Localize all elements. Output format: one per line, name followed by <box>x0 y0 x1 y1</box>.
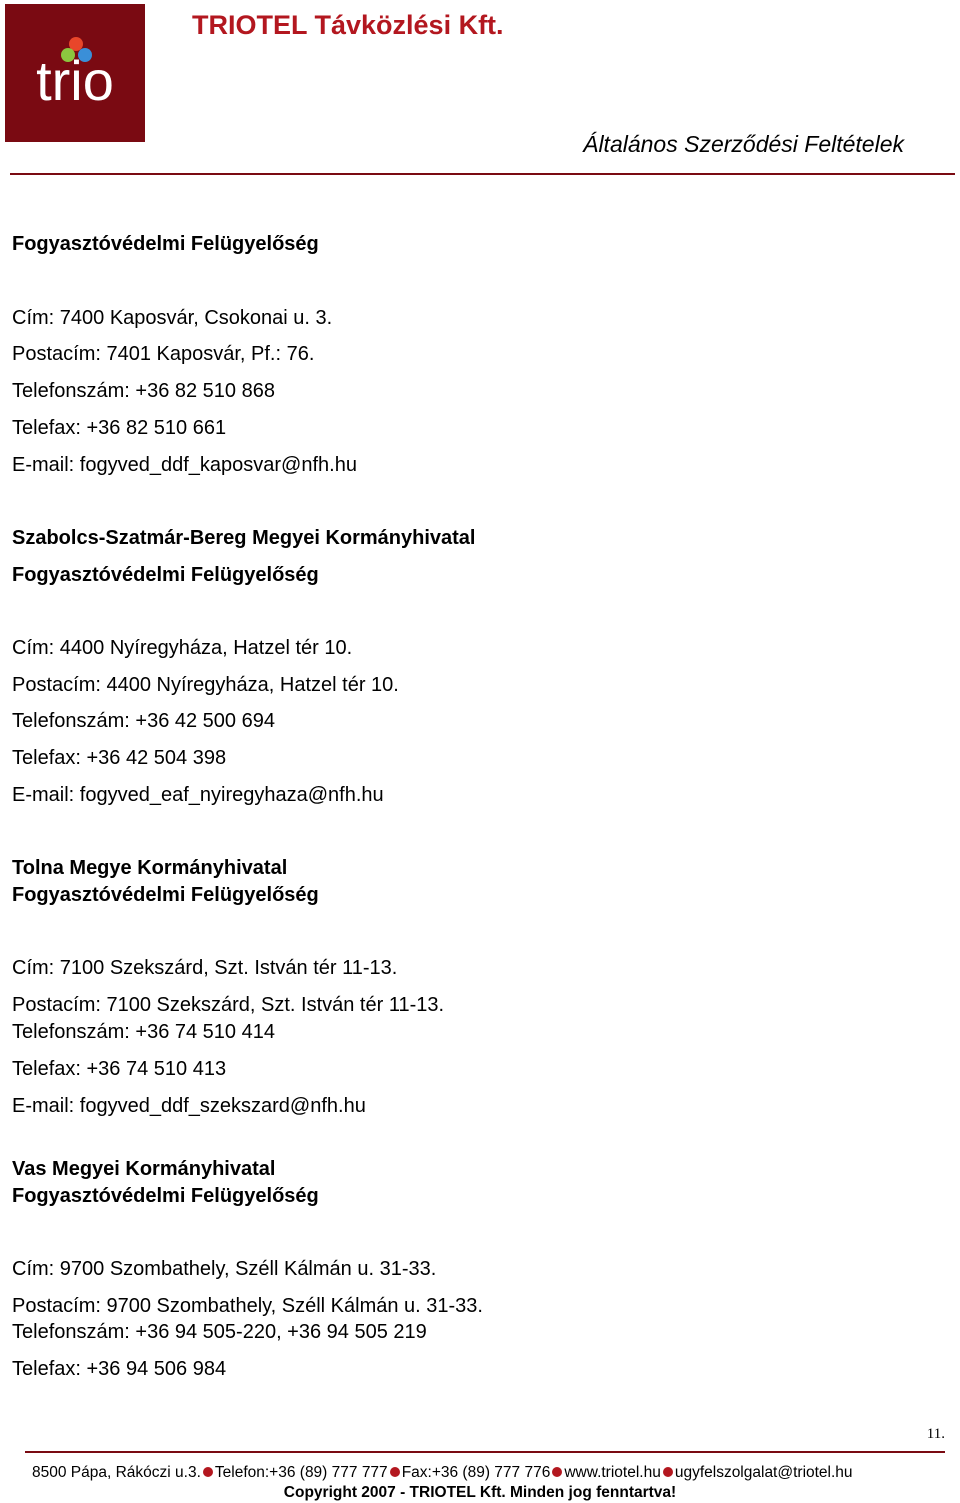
authority-name: Fogyasztóvédelmi Felügyelőség <box>12 884 319 906</box>
footer-divider <box>25 1451 945 1453</box>
address-line: Cím: 7400 Kaposvár, Csokonai u. 3. <box>12 307 333 329</box>
authority-name: Fogyasztóvédelmi Felügyelőség <box>12 233 319 255</box>
office-name: Szabolcs-Szatmár-Bereg Megyei Kormányhivatal <box>12 527 476 549</box>
email-line: E-mail: fogyved_eaf_nyiregyhaza@nfh.hu <box>12 784 384 806</box>
copyright-notice: Copyright 2007 - TRIOTEL Kft. Minden jog fenntartva! <box>283 1484 677 1501</box>
authority-name: Fogyasztóvédelmi Felügyelőség <box>12 564 319 586</box>
phone-line: Telefonszám: +36 94 505-220, +36 94 505 219 <box>12 1321 427 1343</box>
phone-line: Telefonszám: +36 82 510 868 <box>12 380 275 402</box>
authority-name: Fogyasztóvédelmi Felügyelőség <box>12 1185 319 1207</box>
header-divider <box>10 173 955 175</box>
email-line: E-mail: fogyved_ddf_szekszard@nfh.hu <box>12 1095 366 1117</box>
postal-address-line: Postacím: 7401 Kaposvár, Pf.: 76. <box>12 343 315 365</box>
email-line: E-mail: fogyved_ddf_kaposvar@nfh.hu <box>12 454 357 476</box>
company-name: TRIOTEL Távközlési Kft. <box>192 10 504 40</box>
office-name: Vas Megyei Kormányhivatal <box>12 1158 276 1180</box>
bullet-icon <box>390 1467 400 1477</box>
footer-phone: Telefon:+36 (89) 777 777 <box>214 1464 388 1481</box>
footer-contact <box>32 1464 853 1482</box>
footer-email[interactable]: ugyfelszolgalat@triotel.hu <box>674 1464 853 1481</box>
page-number: 11. <box>926 1426 945 1442</box>
postal-address-line: Postacím: 7100 Szekszárd, Szt. István tér 11-13. <box>12 994 445 1016</box>
logo-text: trio <box>36 49 114 112</box>
footer-address: 8500 Pápa, Rákóczi u.3. <box>32 1464 201 1481</box>
company-logo <box>5 4 145 142</box>
document-title: Általános Szerződési Feltételek <box>583 131 904 157</box>
phone-line: Telefonszám: +36 74 510 414 <box>12 1021 275 1043</box>
office-name: Tolna Megye Kormányhivatal <box>12 857 288 879</box>
footer-website[interactable]: www.triotel.hu <box>564 1464 661 1481</box>
fax-line: Telefax: +36 82 510 661 <box>12 417 227 439</box>
address-line: Cím: 9700 Szombathely, Széll Kálmán u. 31-33. <box>12 1258 437 1280</box>
postal-address-line: Postacím: 9700 Szombathely, Széll Kálmán u. 31-33. <box>12 1295 483 1317</box>
bullet-icon <box>663 1467 673 1477</box>
bullet-icon <box>203 1467 213 1477</box>
phone-line: Telefonszám: +36 42 500 694 <box>12 710 275 732</box>
postal-address-line: Postacím: 4400 Nyíregyháza, Hatzel tér 10. <box>12 674 399 696</box>
fax-line: Telefax: +36 42 504 398 <box>12 747 227 769</box>
bullet-icon <box>552 1467 562 1477</box>
trio-logo-mark <box>5 4 145 142</box>
footer-fax: Fax:+36 (89) 777 776 <box>401 1464 551 1481</box>
fax-line: Telefax: +36 74 510 413 <box>12 1058 227 1080</box>
address-line: Cím: 7100 Szekszárd, Szt. István tér 11-13. <box>12 957 398 979</box>
address-line: Cím: 4400 Nyíregyháza, Hatzel tér 10. <box>12 637 353 659</box>
fax-line: Telefax: +36 94 506 984 <box>12 1358 227 1380</box>
